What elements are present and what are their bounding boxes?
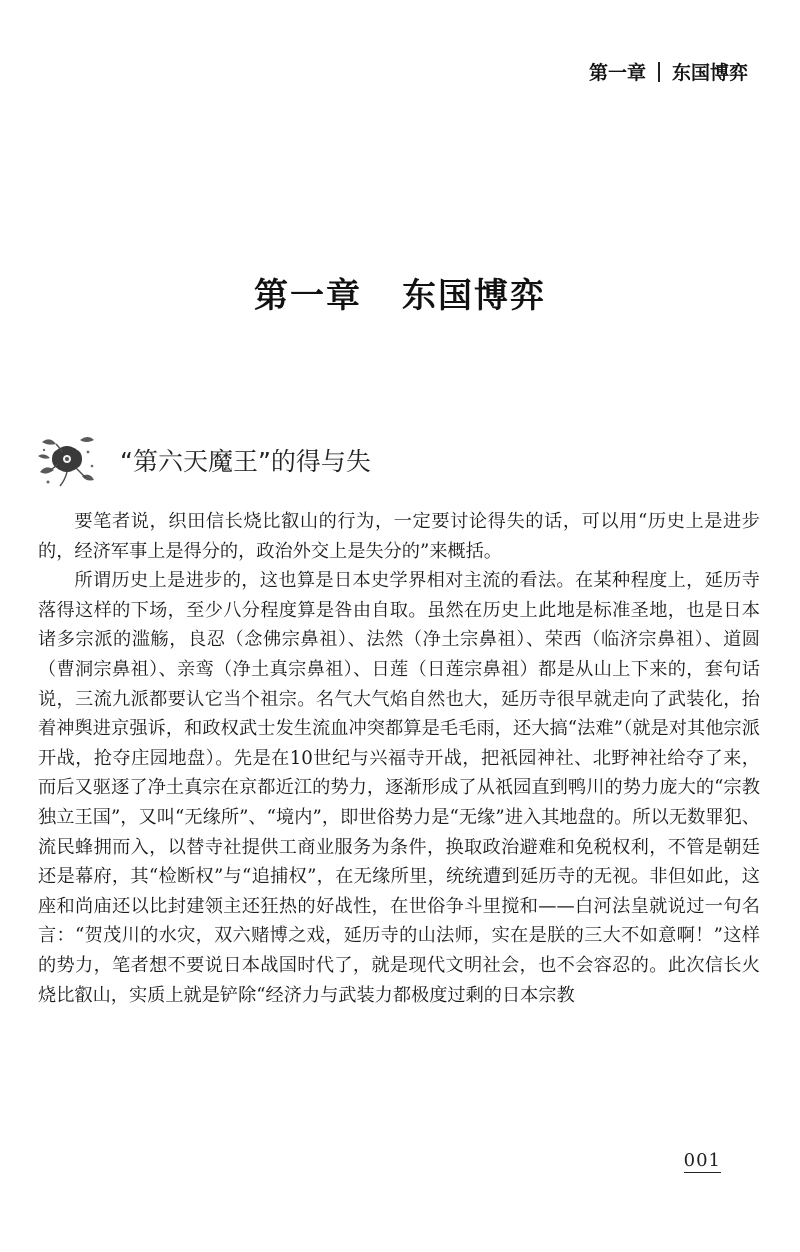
running-head-chapter: 第一章 <box>588 62 646 84</box>
chapter-title <box>0 268 800 317</box>
running-head-separator <box>658 62 660 82</box>
flower-ornament-icon <box>36 432 98 488</box>
paragraph: 要笔者说，织田信长烧比叡山的行为，一定要讨论得失的话，可以用“历史上是进步的，经济军事上是得分的，政治外交上是失分的”来概括。 <box>38 511 760 562</box>
running-head-title: 东国博弈 <box>671 62 748 84</box>
section-heading <box>36 432 371 488</box>
body-text <box>38 507 760 1010</box>
chapter-name: 东国博弈 <box>402 276 546 316</box>
paragraph: 所谓历史上是进步的，这也算是日本史学界相对主流的看法。在某种程度上，延历寺落得这样的下场，至少八分程度算是咎由自取。虽然在历史上此地是标准圣地，也是日本诸多宗派的滥觞，良忍（念佛宗鼻祖）、法然（净土宗鼻祖）、荣西（临济宗鼻祖）、道圆（曹洞宗鼻祖）、亲鸾（净土真宗鼻祖）、日莲（日莲宗鼻祖）都是从山上下来的，套句话说，三流九派都要认它当个祖宗。名气大气焰自然也大，延历寺很早就走向了武装化，抬着神舆进京强诉，和政权武士发生流血冲突都算是毛毛雨，还大搞“法难”（就是对其他宗派开战，抢夺庄园地盘）。先是在10世纪与兴福寺开战，把祇园神社、北野神社给夺了来，而后又驱逐了净土真宗在京都近江的势力，逐渐形成了从祇园直到鸭川的势力庞大的“宗教独立王国”，又叫“无缘所”、“境内”，即世俗势力是“无缘”进入其地盘的。所以无数罪犯、流民蜂拥而入，以替寺社提供工商业服务为条件，换取政治避难和免税权利，不管是朝廷还是幕府，其“检断权”与“追捕权”，在无缘所里，统统遭到延历寺的无视。非但如此，这座和尚庙还以比封建领主还狂热的好战性，在世俗争斗里搅和——白河法皇就说过一句名言：“贺茂川的水灾，双六赌博之戏，延历寺的山法师，实在是朕的三大不如意啊！”这样的势力，笔者想不要说日本战国时代了，就是现代文明社会，也不会容忍的。此次信长火烧比叡山，实质上就是铲除“经济力与武装力都极度过剩的日本宗教 <box>38 570 760 1006</box>
section-title: “第六天魔王”的得与失 <box>120 447 371 476</box>
chapter-number: 第一章 <box>254 276 362 316</box>
running-head <box>589 58 748 85</box>
page-number: 001 <box>683 1150 721 1171</box>
